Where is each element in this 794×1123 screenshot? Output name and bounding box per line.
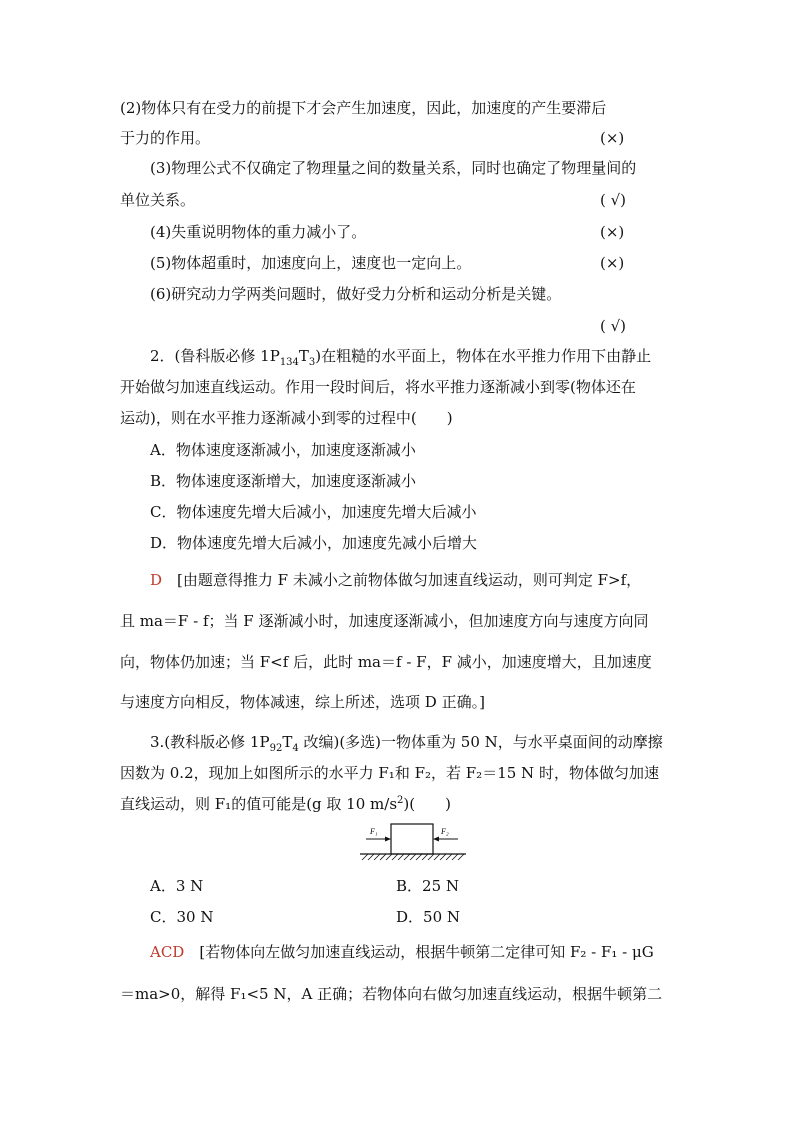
q3-option-a: A．3 N xyxy=(150,877,204,895)
q2-stem-line-1: 2．(鲁科版必修 $1P_{134}T_3$)在粗糙的水平面上，物体在水平推力作用下由静止 xyxy=(150,347,652,368)
force-diagram xyxy=(358,820,468,862)
q2-solution-line-4: 与速度方向相反，物体减速，综上所述，选项 D 正确。] xyxy=(120,693,485,711)
q3-stem-line-2: 因数为 0.2，现加上如图所示的水平力 F₁和 F₂，若 F₂＝15 N 时，物体做匀加速 xyxy=(120,764,659,782)
statement-5: (5)物体超重时，加速度向上，速度也一定向上。 xyxy=(150,254,472,272)
q3-option-b: B．25 N xyxy=(396,877,460,895)
q2-stem-line-3: 运动)，则在水平推力逐渐减小到零的过程中( ) xyxy=(120,409,453,427)
q2-option-a: A．物体速度逐渐减小，加速度逐渐减小 xyxy=(150,441,416,459)
statement-2-line-2: 于力的作用。 xyxy=(120,129,211,147)
block xyxy=(391,824,433,854)
f2-arrowhead xyxy=(433,837,439,842)
q3-solution-line-1: ACD [若物体向左做匀加速直线运动，根据牛顿第二定律可知 F₂ - F₁ - μG xyxy=(150,943,654,961)
f1-label: F₁ xyxy=(370,827,378,836)
statement-6: (6)研究动力学两类问题时，做好受力分析和运动分析是关键。 xyxy=(150,285,562,303)
q3-answer: ACD xyxy=(150,943,185,961)
q3-solution-line-2: ＝ma>0，解得 F₁<5 N，A 正确；若物体向右做匀加速直线运动，根据牛顿第二 xyxy=(120,985,663,1003)
statement-6-mark: ( √) xyxy=(600,317,627,335)
q2-option-c: C．物体速度先增大后减小，加速度先增大后减小 xyxy=(150,503,477,521)
q2-solution-line-2: 且 ma＝F - f；当 F 逐渐减小时，加速度逐渐减小，但加速度方向与速度方向同 xyxy=(120,612,649,630)
statement-3-line-2: 单位关系。 xyxy=(120,191,196,209)
statement-3-line-1: (3)物理公式不仅确定了物理量之间的数量关系，同时也确定了物理量间的 xyxy=(150,159,637,177)
q3-stem-line-3: 直线运动，则 F₁的值可能是(g 取 10 $m/s^2$)( ) xyxy=(120,795,451,813)
statement-5-mark: (×) xyxy=(600,254,625,272)
q2-stem-line-2: 开始做匀加速直线运动。作用一段时间后，将水平推力逐渐减小到零(物体还在 xyxy=(120,378,636,396)
q2-option-b: B．物体速度逐渐增大，加速度逐渐减小 xyxy=(150,472,417,490)
statement-4: (4)失重说明物体的重力减小了。 xyxy=(150,223,367,241)
ground-hatching xyxy=(362,854,464,860)
q3-option-d: D．50 N xyxy=(396,908,461,926)
f2-label: F₂ xyxy=(441,827,449,836)
q2-solution-line-1: D [由题意得推力 F 未减小之前物体做匀加速直线运动，则可判定 F>f， xyxy=(150,571,642,589)
statement-4-mark: (×) xyxy=(600,223,625,241)
statement-2-mark: (×) xyxy=(600,129,625,147)
q2-option-d: D．物体速度先增大后减小，加速度先减小后增大 xyxy=(150,534,478,552)
statement-2-line-1: (2)物体只有在受力的前提下才会产生加速度，因此，加速度的产生要滞后 xyxy=(120,99,607,117)
q2-solution-line-3: 向，物体仍加速；当 F<f 后，此时 ma＝f - F，F 减小，加速度增大，且加速度 xyxy=(120,653,652,671)
q3-stem-line-1: 3.(教科版必修 $1P_{92}T_4$ 改编)(多选)一物体重为 50 N，与水平桌面间的动摩擦 xyxy=(150,733,663,754)
q3-option-c: C．30 N xyxy=(150,908,214,926)
f1-arrowhead xyxy=(385,837,391,842)
statement-3-mark: ( √) xyxy=(600,191,627,209)
q2-answer: D xyxy=(150,571,163,589)
